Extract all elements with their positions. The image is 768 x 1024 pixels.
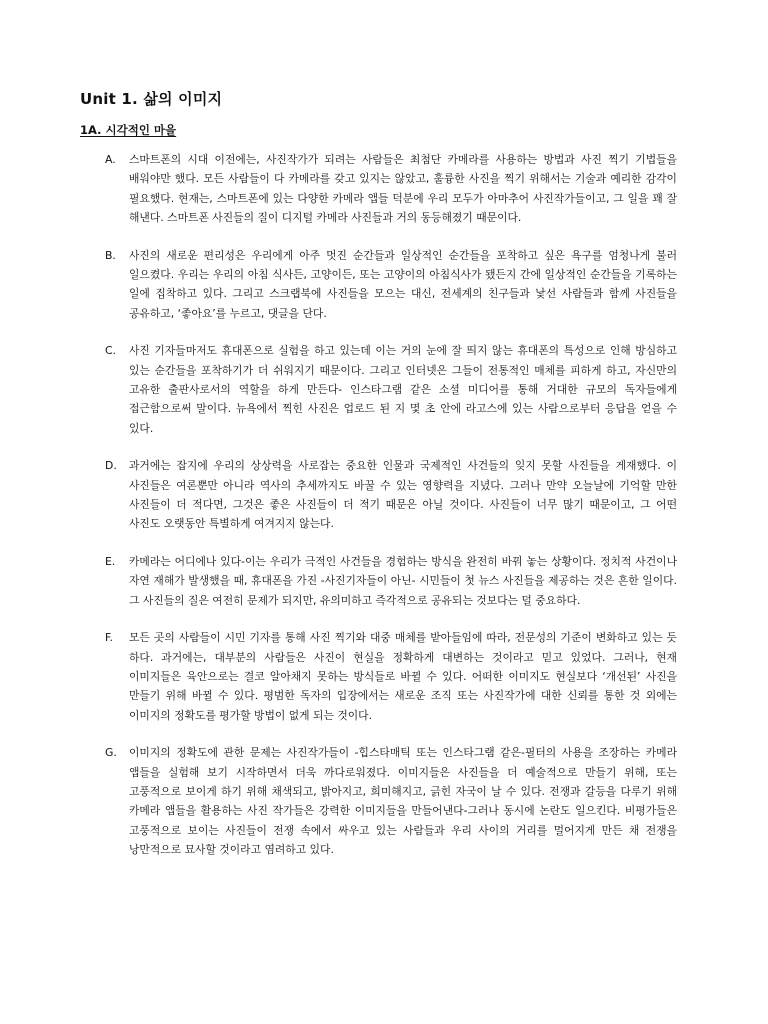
unit-title: Unit 1. 삶의 이미지	[80, 90, 223, 108]
paragraph-c	[105, 341, 677, 437]
paragraph-text: 이미지의 정확도에 관한 문제는 사진작가들이 -힙스타매틱 또는 인스타그램 같은-필터의 사용을 조장하는 카메라 앱들을 실험해 보기 시작하면서 더욱 까다로워졌다. 이미지들은 사진들을 더 예술적으로 만들기 위해, 또는 고풍적으로 보이게 하기 위해 채색되고, 밝아지고, 희미해지고, 긁힌 자국이 날 수 있다. 전쟁과 갈등을 다루기 위해 카메라 앱들을 활용하는 사진 작가들은 강력한 이미지들을 만들어낸다-그러나 동시에 논란도 일으킨다. 비평가들은 고풍적으로 보이는 사진들이 전쟁 속에서 싸우고 있는 사람들과 우리 사이의 거리를 멀어지게 만든 채 전쟁을 낭만적으로 묘사할 것이라고 염려하고 있다.	[129, 746, 677, 856]
paragraph-text: 사진 기자들마저도 휴대폰으로 실험을 하고 있는데 이는 거의 눈에 잘 띄지 않는 휴대폰의 특성으로 인해 방심하고 있는 순간들을 포착하기가 더 쉬워지기 때문이다. 그리고 인터넷은 그들이 전통적인 매체를 피하게 하고, 자신만의 고유한 출판사로서의 역할을 하게 만든다- 인스타그램 같은 소셜 미디어를 통해 거대한 규모의 독자들에게 접근함으로써 말이다. 뉴욕에서 찍힌 사진은 업로드 된 지 몇 초 안에 라고스에 있는 사람으로부터 응답을 얻을 수 있다.	[129, 344, 677, 435]
paragraph-text: 스마트폰의 시대 이전에는, 사진작가가 되려는 사람들은 최첨단 카메라를 사용하는 방법과 사진 찍기 기법들을 배워야만 했다. 모든 사람들이 다 카메라를 갖고 있지는 않았고, 훌륭한 사진을 찍기 위해서는 기술과 예리한 감각이 필요했다. 현재는, 스마트폰에 있는 다양한 카메라 앱들 덕분에 우리 모두가 아마추어 사진작가들이고, 그 일을 꽤 잘 해낸다. 스마트폰 사진들의 질이 디지털 카메라 사진들과 거의 동등해졌기 때문이다.	[129, 153, 677, 224]
section-heading: 1A. 시각적인 마을	[80, 123, 177, 137]
paragraph-text: 사진의 새로운 편리성은 우리에게 아주 멋진 순간들과 일상적인 순간들을 포착하고 싶은 욕구를 엄청나게 불러 일으켰다. 우리는 우리의 아침 식사든, 고양이든, 또는 고양이의 아침식사가 됐든지 간에 일상적인 순간들을 기록하는 일에 집착하고 있다. 그리고 스크랩북에 사진들을 모으는 대신, 전세계의 친구들과 낯선 사람들과 함께 사진들을 공유하고, ‘좋아요’를 누르고, 댓글을 단다.	[129, 248, 677, 320]
paragraph-text: 모든 곳의 사람들이 시민 기자를 통해 사진 찍기와 대중 매체를 받아들임에 따라, 전문성의 기준이 변화하고 있는 듯 하다. 과거에는, 대부분의 사람들은 사진이 현실을 정확하게 대변하는 것이라고 믿고 있었다. 그러나, 현재 이미지들은 육안으로는 결코 알아채지 못하는 방식들로 바뀔 수 있다. 어떠한 이미지도 현실보다 ‘개선된’ 사진을 만들기 위해 바뀔 수 있다. 평범한 독자의 입장에서는 새로운 조직 또는 사진작가에 대한 신뢰를 통한 것 외에는 이미지의 정확도를 평가할 방법이 없게 되는 것이다.	[129, 631, 677, 722]
paragraph-letter: F.	[105, 631, 113, 645]
paragraph-text: 카메라는 어디에나 있다-이는 우리가 극적인 사건들을 경험하는 방식을 완전히 바꿔 놓는 상황이다. 정치적 사건이나 자연 재해가 발생했을 때, 휴대폰을 가진 -사진기자들이 아닌- 시민들이 첫 뉴스 사진들을 제공하는 것은 흔한 일이다. 그 사진들의 질은 여전히 문제가 되지만, 유의미하고 즉각적으로 공유되는 것보다는 덜 중요하다.	[129, 555, 677, 607]
paragraph-letter: B.	[105, 248, 116, 262]
paragraph-letter: E.	[105, 555, 116, 569]
paragraph-letter: A.	[105, 153, 116, 166]
paragraph-text: 과거에는 잡지에 우리의 상상력을 사로잡는 중요한 인물과 국제적인 사건들의 잊지 못할 사진들을 게재했다. 이 사진들은 여론뿐만 아니라 역사의 추세까지도 바꿀 수 있는 영향력을 지녔다. 그러나 만약 오늘날에 기억할 만한 사진들이 더 적다면, 그것은 좋은 사진들이 더 적기 때문은 아닐 것이다. 사진들이 너무 많기 때문이고, 그 어떤 사진도 오랫동안 특별하게 여겨지지 않는다.	[129, 459, 677, 531]
paragraph-list	[105, 150, 677, 878]
paragraph-letter: C.	[105, 344, 116, 358]
paragraph-letter: D.	[105, 459, 117, 473]
paragraph-d	[105, 456, 677, 533]
paragraph-f	[105, 628, 677, 724]
paragraph-letter: G.	[105, 746, 117, 760]
paragraph-b	[105, 246, 677, 323]
paragraph-a	[105, 150, 677, 227]
paragraph-g	[105, 743, 677, 859]
paragraph-e	[105, 552, 677, 610]
